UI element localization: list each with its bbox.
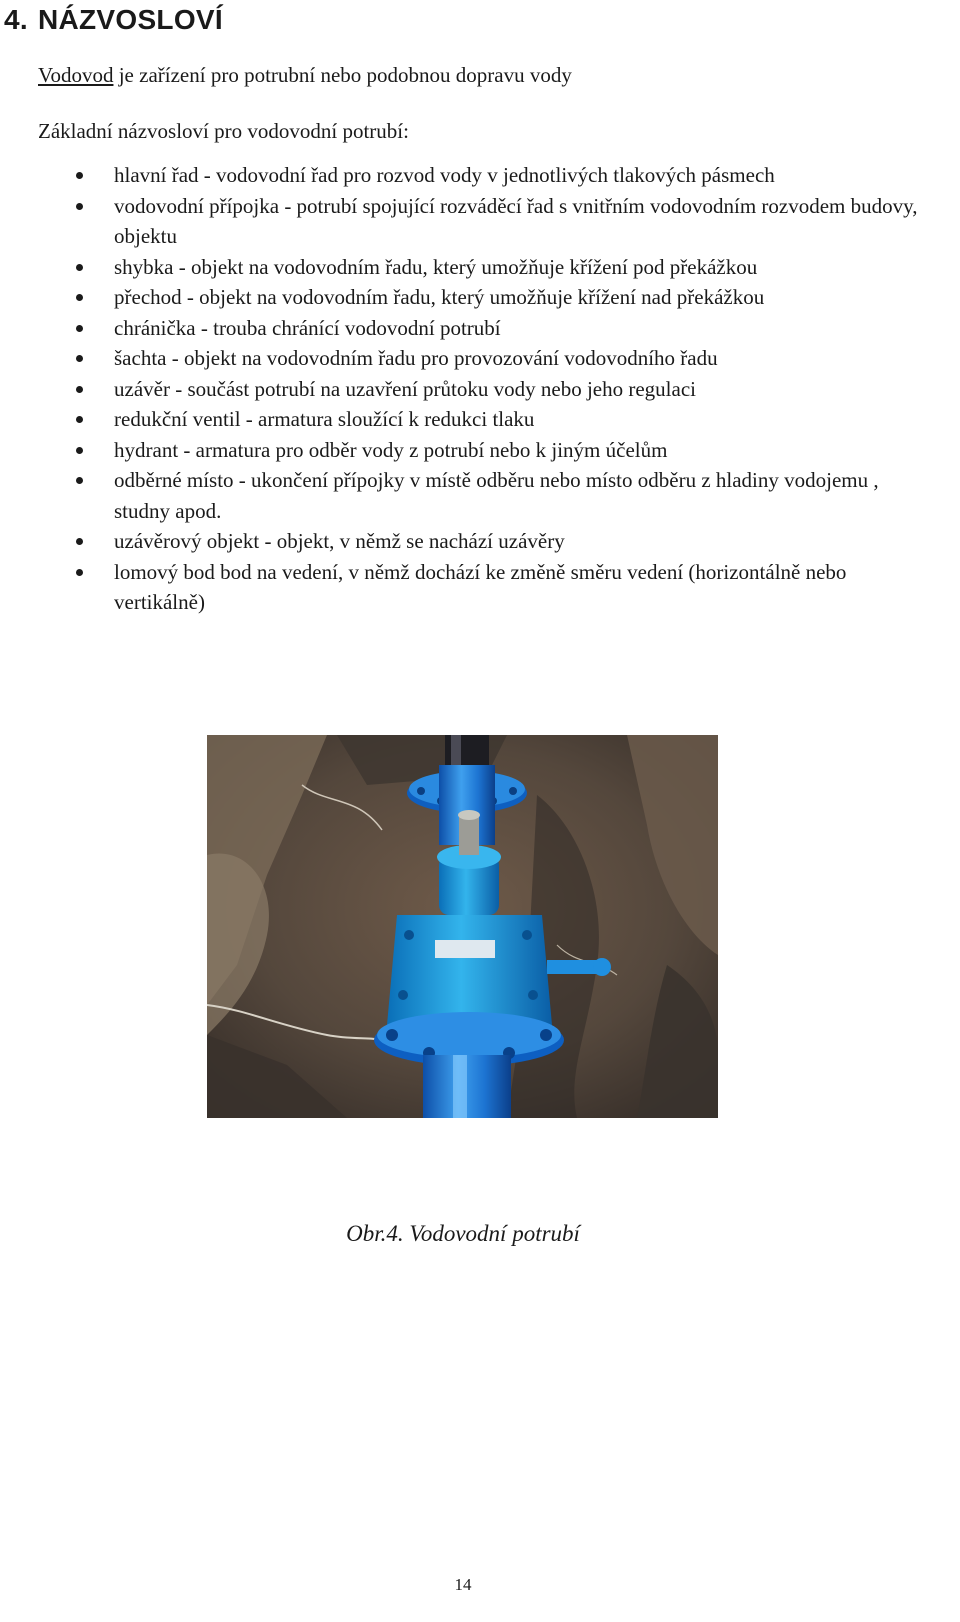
intro-paragraph: Základní názvosloví pro vodovodní potrubí: — [38, 119, 409, 143]
page-number: 14 — [454, 1575, 472, 1594]
water-pipe-valve-photo — [207, 735, 718, 1118]
term-text: lomový bod bod na vedení, v němž dochází ke změně směru vedení (horizontálně nebo vertikálně) — [114, 559, 847, 614]
term-text: chránička - trouba chránící vodovodní potrubí — [114, 315, 501, 340]
term-text: přechod - objekt na vodovodním řadu, který umožňuje křížení nad překážkou — [114, 285, 765, 309]
bullet-icon — [76, 294, 83, 301]
list-item — [0, 343, 940, 374]
term-text: hlavní řad - vodovodní řad pro rozvod vody v jednotlivých tlakových pásmech — [114, 163, 775, 187]
list-item — [0, 191, 940, 252]
list-item — [0, 435, 940, 466]
list-item — [0, 557, 940, 618]
bullet-icon — [76, 569, 83, 576]
section-heading — [4, 2, 223, 38]
term-text: uzávěrový objekt - objekt, v němž se nachází uzávěry — [114, 529, 565, 553]
list-item — [0, 252, 940, 283]
term-text: šachta - objekt na vodovodním řadu pro provozování vodovodního řadu — [114, 346, 718, 370]
bullet-icon — [76, 355, 83, 362]
list-item — [0, 465, 940, 526]
bullet-icon — [76, 386, 83, 393]
bullet-icon — [76, 203, 83, 210]
section-number: 4. — [4, 4, 28, 35]
bullet-icon — [76, 477, 83, 484]
list-item — [0, 282, 940, 313]
section-title: NÁZVOSLOVÍ — [37, 4, 223, 35]
bullet-icon — [76, 538, 83, 545]
list-item — [0, 526, 940, 557]
term-text: uzávěr - součást potrubí na uzavření průtoku vody nebo jeho regulaci — [114, 376, 696, 401]
term-text: odběrné místo - ukončení přípojky v místě odběru nebo místo odběru z hladiny vodojemu , studny apod. — [114, 468, 879, 523]
bullet-icon — [76, 447, 83, 454]
terms-list — [0, 160, 940, 618]
list-item — [0, 160, 940, 191]
defined-term: Vodovod — [38, 63, 114, 87]
term-text: hydrant - armatura pro odběr vody z potrubí nebo k jiným účelům — [114, 437, 668, 462]
bullet-icon — [76, 325, 83, 332]
definition-paragraph — [38, 60, 572, 90]
list-item — [0, 374, 940, 405]
list-item — [0, 313, 940, 344]
definition-text: je zařízení pro potrubní nebo podobnou dopravu vody — [113, 63, 572, 87]
bullet-icon — [76, 264, 83, 271]
bullet-icon — [76, 172, 83, 179]
figure-caption: Obr.4. Vodovodní potrubí — [346, 1221, 580, 1246]
term-text: redukční ventil - armatura sloužící k redukci tlaku — [114, 407, 535, 431]
term-text: shybka - objekt na vodovodním řadu, který umožňuje křížení pod překážkou — [114, 254, 758, 279]
term-text: vodovodní přípojka - potrubí spojující rozváděcí řad s vnitřním vodovodním rozvodem budovy, objektu — [114, 193, 918, 248]
list-item — [0, 404, 940, 435]
bullet-icon — [76, 416, 83, 423]
